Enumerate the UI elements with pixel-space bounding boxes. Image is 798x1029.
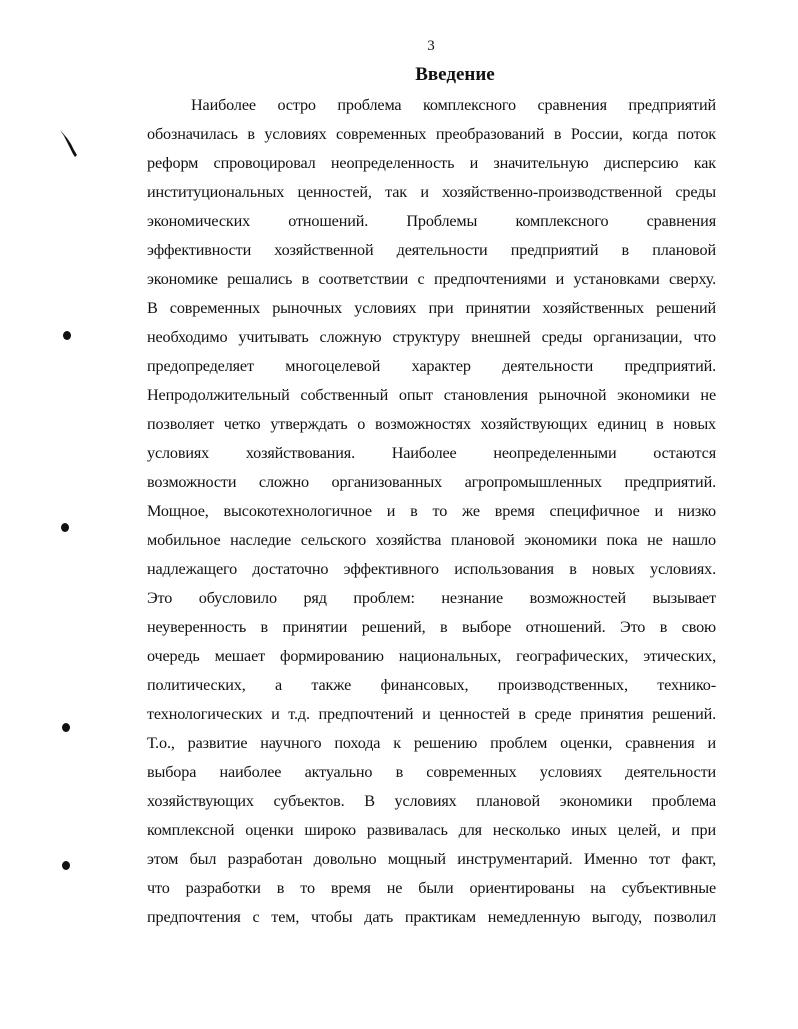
text-line: институциональных ценностей, так и хозяйственно-производственной среды	[147, 183, 716, 201]
text-line: предопределяет многоцелевой характер деятельности предприятий.	[147, 357, 716, 375]
text-line: эффективности хозяйственной деятельности предприятий в плановой	[147, 241, 716, 259]
text-line: выбора наиболее актуально в современных условиях деятельности	[147, 763, 716, 781]
pen-stroke-mark	[58, 128, 82, 160]
margin-dot-mark	[61, 523, 69, 532]
text-line: реформ спровоцировал неопределенность и значительную дисперсию как	[147, 154, 716, 172]
text-line: комплексной оценки широко развивалась для несколько иных целей, и при	[147, 821, 716, 839]
page-title: Введение	[415, 64, 495, 85]
text-line: необходимо учитывать сложную структуру внешней среды организации, что	[147, 328, 716, 346]
text-line: позволяет четко утверждать о возможностях хозяйствующих единиц в новых	[147, 415, 716, 433]
margin-dot-mark	[62, 723, 70, 732]
text-line: этом был разработан довольно мощный инструментарий. Именно тот факт,	[147, 850, 716, 868]
text-line: что разработки в то время не были ориентированы на субъективные	[147, 879, 716, 897]
text-line: Непродолжительный собственный опыт становления рыночной экономики не	[147, 386, 716, 404]
text-line: экономике решались в соответствии с предпочтениями и установками сверху.	[147, 270, 716, 288]
text-line: экономических отношений. Проблемы комплексного сравнения	[147, 212, 716, 230]
page-number: 3	[427, 38, 435, 54]
text-line: предпочтения с тем, чтобы дать практикам немедленную выгоду, позволил	[147, 908, 716, 926]
body-paragraph	[147, 91, 716, 932]
text-line: Т.о., развитие научного похода к решению проблем оценки, сравнения и	[147, 734, 716, 752]
margin-dot-mark	[62, 861, 70, 870]
text-line: политических, а также финансовых, производственных, технико-	[147, 676, 716, 694]
text-line: хозяйствующих субъектов. В условиях плановой экономики проблема	[147, 792, 716, 810]
text-line: Это обусловило ряд проблем: незнание возможностей вызывает	[147, 589, 716, 607]
text-line: Наиболее остро проблема комплексного сравнения предприятий	[191, 96, 716, 114]
text-line: надлежащего достаточно эффективного использования в новых условиях.	[147, 560, 716, 578]
text-line: очередь мешает формированию национальных, географических, этических,	[147, 647, 716, 665]
text-line: возможности сложно организованных агропромышленных предприятий.	[147, 473, 716, 491]
text-line: мобильное наследие сельского хозяйства плановой экономики пока не нашло	[147, 531, 716, 549]
text-line: условиях хозяйствования. Наиболее неопределенными остаются	[147, 444, 716, 462]
text-line: технологических и т.д. предпочтений и ценностей в среде принятия решений.	[147, 705, 716, 723]
text-line: неуверенность в принятии решений, в выборе отношений. Это в свою	[147, 618, 716, 636]
text-line: Мощное, высокотехнологичное и в то же время специфичное и низко	[147, 502, 716, 520]
margin-dot-mark	[63, 331, 71, 340]
text-line: В современных рыночных условиях при принятии хозяйственных решений	[147, 299, 716, 317]
text-line: обозначилась в условиях современных преобразований в России, когда поток	[147, 125, 716, 143]
